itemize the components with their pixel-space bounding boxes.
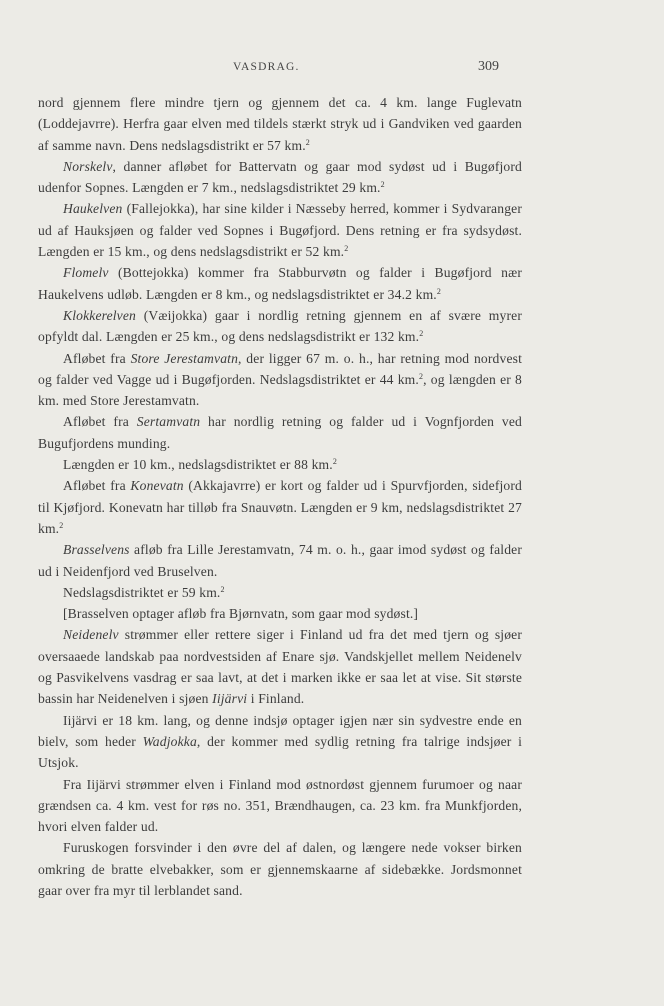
paragraph [38,475,522,539]
text-run: afløb fra Lille Jerestamvatn, 74 m. o. h., gaar imod sydøst og falder ud i Neidenfjord ved Bruselven. [38,542,522,579]
page-header [0,61,664,81]
running-head: VASDRAG. [233,61,300,73]
text-run: (Væijokka) gaar i nordlig retning gjennem en af svære myrer opfyldt dal. Længden er 25 km., og dens nedslagsdistrikt er 132 km. [38,307,522,345]
superscript: 2 [344,244,349,254]
paragraph [38,624,522,709]
italic-term: Sertamvatn [136,414,201,430]
text-run: , der ligger 67 m. o. h., har retning mod nordvest og falder ved Vagge ud i Bugøfjorden. Nedslagsdistriktet er 44 km. [38,350,522,387]
italic-term: Iijärvi [212,691,248,707]
text-run: , danner afløbet for Battervatn og gaar mod sydøst ud i Bugøfjord udenfor Sopnes. Længden er 7 km., nedslagsdistriktet 29 km. [38,158,522,196]
text-run: [Brasselven optager afløb fra Bjørnvatn, som gaar mod sydøst.] [63,606,419,622]
paragraph [38,603,522,624]
italic-term: Wadjokka [142,733,197,749]
paragraph [38,582,522,603]
text-run: Afløbet fra [63,350,131,366]
italic-term: Store Jerestamvatn [130,350,239,366]
paragraph [38,305,522,348]
text-run: Iijärvi er 18 km. lang, og denne indsjø optager igjen nær sin sydvestre ende en bielv, som heder [38,712,522,749]
text-run: Afløbet fra [63,478,131,494]
text-run: har nordlig retning og falder ud i Vognfjorden ved Bugufjordens munding. [38,414,522,451]
italic-term: Flomelv [63,265,109,281]
paragraph [38,348,522,412]
italic-term: Brasselvens [63,542,130,558]
paragraph [38,156,522,199]
italic-term: Klokkerelven [63,307,137,323]
superscript: 2 [418,371,424,381]
superscript: 2 [59,520,64,530]
superscript: 2 [220,584,225,594]
text-run: i Finland. [247,691,305,707]
superscript: 2 [332,457,337,467]
paragraph [38,710,522,774]
superscript: 2 [380,180,385,190]
paragraph [38,411,522,454]
paragraph [38,837,522,901]
italic-term: Norskelv [63,158,113,174]
text-run: nord gjennem flere mindre tjern og gjennem det ca. 4 km. lange Fuglevatn (Loddejavrre). Herfra gaar elven med tildels stærkt stryk ud i Gandviken ved gaarden af samme navn. Dens nedslagsdistrikt er 57 km. [38,95,522,153]
paragraph [38,198,522,262]
page-number: 309 [478,59,499,74]
text-run: strømmer eller rettere siger i Finland ud fra det med tjern og sjøer oversaaede landskab paa nordvestsiden af Enare sjø. Vandskjellet mellem Neidenelv og Pasvikelvens vasdrag er saa lavt, at det i marken ikke er saa let at vise. Sit største bassin har Neidenelven i sjøen [38,627,522,707]
superscript: 2 [419,329,424,339]
text-run: (Akkajavrre) er kort og falder ud i Spurvfjorden, sidefjord til Kjøfjord. Konevatn har tilløb fra Snauvøtn. Længden er 9 km, nedslagsdistriktet 27 km. [38,478,522,536]
text-run: Nedslagsdistriktet er 59 km. [63,584,221,600]
text-run: (Fallejokka), har sine kilder i Næsseby herred, kommer i Sydvaranger ud af Hauksjøen og falder ved Sopnes i Bugøfjord. Dens retning er fra sydsydøst. Længden er 15 km., og dens nedslagsdistrikt er 52 km. [38,201,522,260]
superscript: 2 [436,286,441,296]
paragraph [38,774,522,838]
paragraph [38,92,522,156]
italic-term: Konevatn [130,478,184,494]
paragraph [38,262,522,305]
body-text [38,92,522,901]
text-run: , og længden er 8 km. med Store Jerestamvatn. [38,371,523,409]
italic-term: Neidenelv [63,627,119,643]
text-run: Afløbet fra [63,414,137,430]
text-run: Fra Iijärvi strømmer elven i Finland mod østnordøst gjennem furumoer og naar grændsen ca. 4 km. vest for røs no. 351, Brændhaugen, ca. 23 km. fra Munkfjorden, hvori elven falder ud. [38,776,522,835]
paragraph [38,539,522,582]
paragraph [38,454,522,475]
superscript: 2 [305,137,310,147]
text-run: (Bottejokka) kommer fra Stabburvøtn og falder i Bugøfjord nær Haukelvens udløb. Længden er 8 km., og nedslagsdistriktet er 34.2 km. [38,265,522,302]
italic-term: Haukelven [63,201,123,217]
text-run: Furuskogen forsvinder i den øvre del af dalen, og længere nede vokser birken omkring de bratte elvebakker, som er gjennemskaarne af sidebække. Jordsmonnet gaar over fra myr til lerblandet sand. [38,840,522,898]
text-run: Længden er 10 km., nedslagsdistriktet er 88 km. [63,457,333,473]
text-run: , der kommer med sydlig retning fra talrige indsjøer i Utsjok. [38,733,522,771]
